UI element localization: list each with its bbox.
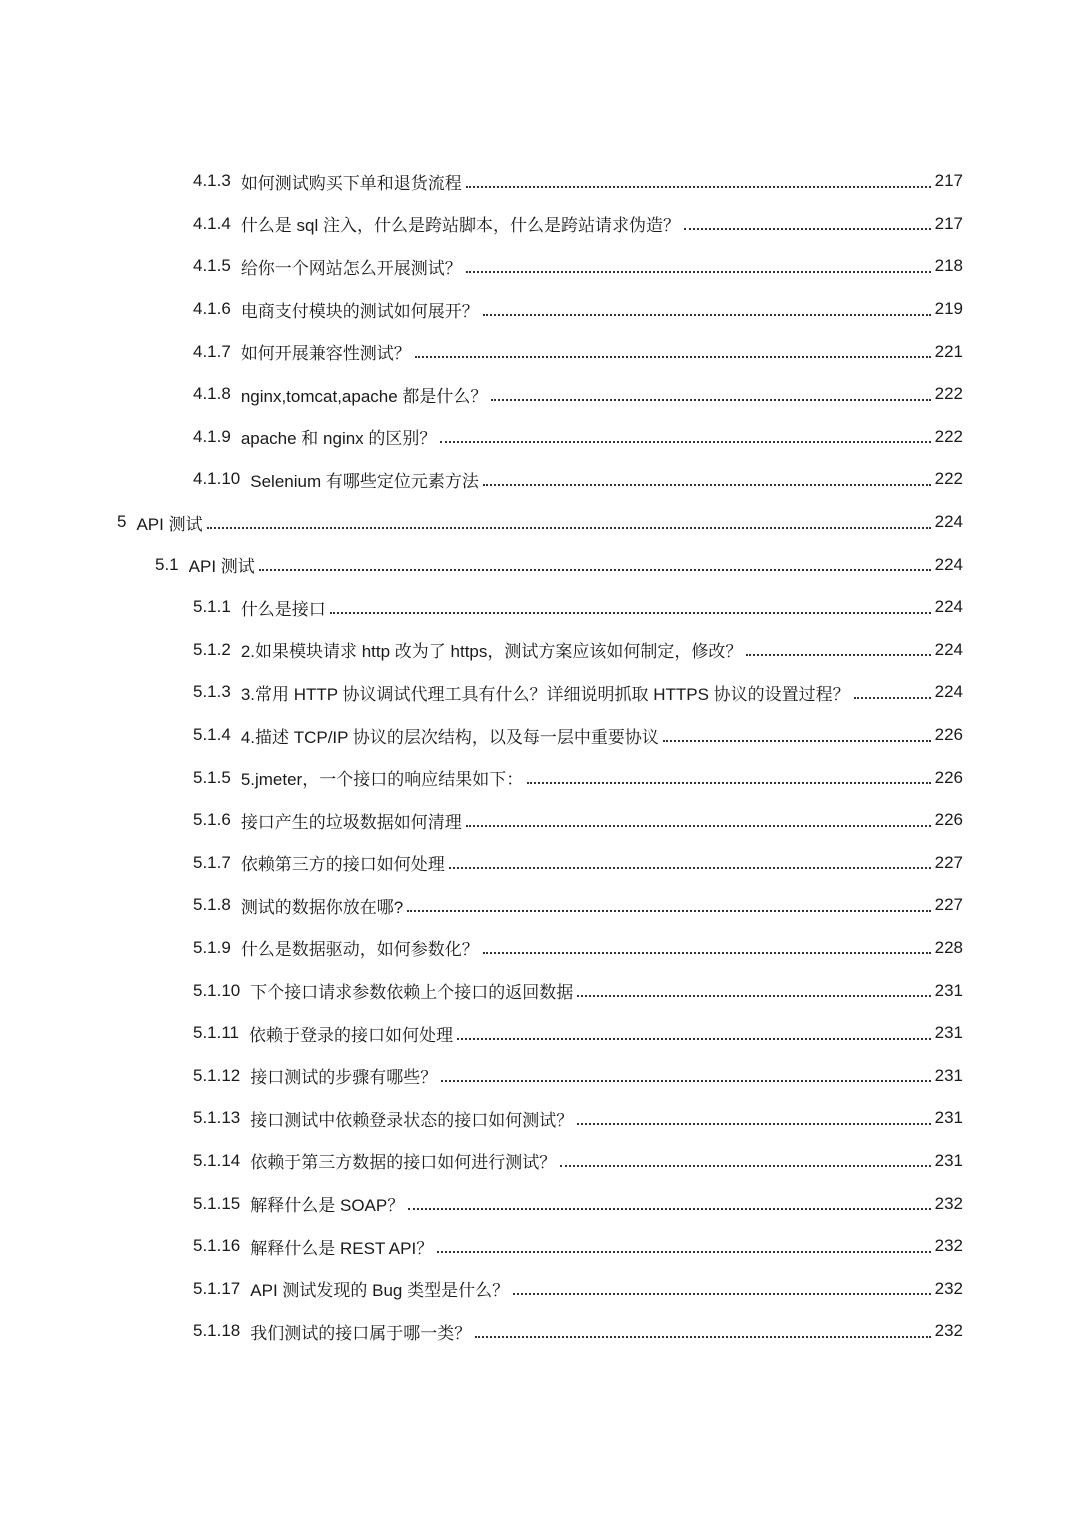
- toc-entry-title: 解释什么是 SOAP？: [250, 1196, 405, 1216]
- toc-entry-page-number: 217: [934, 171, 963, 191]
- toc-entry-page-number: 226: [934, 725, 963, 745]
- toc-entry-title: 2.如果模块请求 http 改为了 https，测试方案应该如何制定，修改？: [240, 642, 743, 662]
- toc-dot-leader: [259, 568, 931, 571]
- toc-entry[interactable]: [0, 1097, 1080, 1140]
- toc-entry-page-number: 232: [934, 1321, 963, 1341]
- toc-entry-number: 5.1: [155, 554, 179, 574]
- toc-dot-leader: [437, 1250, 930, 1253]
- toc-dot-leader: [746, 653, 930, 656]
- toc-entry-number: 5.1.15: [193, 1193, 241, 1213]
- toc-entry[interactable]: [0, 543, 1080, 586]
- toc-entry[interactable]: [0, 1140, 1080, 1183]
- toc-entry-number: 5.1.5: [193, 767, 231, 787]
- toc-entry[interactable]: [0, 927, 1080, 970]
- toc-dot-leader: [415, 355, 931, 358]
- toc-dot-leader: [854, 696, 931, 699]
- toc-entry[interactable]: [0, 458, 1080, 501]
- toc-entry-number: 5.1.13: [193, 1108, 241, 1128]
- toc-entry[interactable]: [0, 714, 1080, 757]
- toc-entry-page-number: 226: [934, 767, 963, 787]
- toc-entry-number: 4.1.7: [193, 341, 231, 361]
- toc-dot-leader: [663, 739, 931, 742]
- toc-entry-page-number: 232: [934, 1236, 963, 1256]
- toc-entry-number: 5.1.3: [193, 682, 231, 702]
- toc-entry[interactable]: [0, 884, 1080, 927]
- toc-entry-title: 接口测试中依赖登录状态的接口如何测试？: [250, 1110, 574, 1130]
- toc-entry-number: 4.1.3: [193, 171, 231, 191]
- toc-entry-page-number: 222: [934, 384, 963, 404]
- toc-entry-title: 依赖第三方的接口如何处理: [240, 855, 445, 875]
- toc-entry-number: 5.1.6: [193, 810, 231, 830]
- toc-dot-leader: [560, 1164, 930, 1167]
- toc-entry-title: 依赖于第三方数据的接口如何进行测试？: [250, 1153, 557, 1173]
- toc-entry-number: 5.1.8: [193, 895, 231, 915]
- toc-entry-number: 5.1.14: [193, 1150, 241, 1170]
- toc-dot-leader: [513, 1292, 931, 1295]
- toc-entry-title: 接口产生的垃圾数据如何清理: [240, 812, 462, 832]
- toc-entry-page-number: 226: [934, 810, 963, 830]
- toc-entry-title: 如何开展兼容性测试？: [240, 344, 411, 364]
- toc-entry-title: 5.jmeter，一个接口的响应结果如下：: [240, 770, 524, 790]
- toc-entry[interactable]: [0, 969, 1080, 1012]
- toc-entry-title: API 测试: [136, 514, 203, 534]
- toc-entry-number: 5.1.9: [193, 937, 231, 957]
- toc-entry[interactable]: [0, 416, 1080, 459]
- toc-entry-number: 5.1.12: [193, 1065, 241, 1085]
- toc-entry[interactable]: [0, 1054, 1080, 1097]
- toc-entry-number: 4.1.9: [193, 426, 231, 446]
- toc-entry-page-number: 231: [934, 1065, 963, 1085]
- toc-entry-title: API 测试: [188, 557, 255, 577]
- toc-entry-page-number: 224: [934, 512, 963, 532]
- toc-entry-number: 5.1.17: [193, 1278, 241, 1298]
- toc-entry-number: 4.1.6: [193, 299, 231, 319]
- toc-dot-leader: [491, 398, 930, 401]
- toc-entry-number: 4.1.4: [193, 213, 231, 233]
- toc-entry-page-number: 224: [934, 597, 963, 617]
- toc-entry-title: 解释什么是 REST API？: [250, 1238, 434, 1258]
- toc-entry[interactable]: [0, 586, 1080, 629]
- toc-entry-page-number: 222: [934, 469, 963, 489]
- toc-dot-leader: [483, 483, 931, 486]
- toc-entry[interactable]: [0, 288, 1080, 331]
- toc-dot-leader: [407, 909, 930, 912]
- toc-entry[interactable]: [0, 671, 1080, 714]
- toc-entry-title: 4.描述 TCP/IP 协议的层次结构，以及每一层中重要协议: [240, 727, 659, 747]
- toc-entry-title: 什么是 sql 注入，什么是跨站脚本，什么是跨站请求伪造？: [240, 216, 680, 236]
- toc-entry-title: 下个接口请求参数依赖上个接口的返回数据: [250, 983, 574, 1003]
- toc-entry[interactable]: [0, 330, 1080, 373]
- toc-entry-number: 4.1.8: [193, 384, 231, 404]
- toc-dot-leader: [330, 611, 931, 614]
- toc-entry-page-number: 232: [934, 1193, 963, 1213]
- toc-entry-page-number: 224: [934, 682, 963, 702]
- toc-entry-page-number: 231: [934, 980, 963, 1000]
- toc-entry-title: 如何测试购买下单和退货流程: [240, 173, 462, 193]
- toc-entry-title: 测试的数据你放在哪?: [240, 897, 404, 917]
- toc-entry-title: 接口测试的步骤有哪些？: [250, 1068, 438, 1088]
- toc-entry[interactable]: [0, 1310, 1080, 1353]
- toc-entry-number: 5.1.11: [193, 1023, 240, 1043]
- toc-dot-leader: [449, 866, 931, 869]
- toc-entry-page-number: 217: [934, 213, 963, 233]
- toc-dot-leader: [408, 1207, 930, 1210]
- toc-dot-leader: [440, 440, 930, 443]
- toc-entry-page-number: 231: [934, 1150, 963, 1170]
- toc-entry[interactable]: [0, 799, 1080, 842]
- toc-entry-page-number: 224: [934, 639, 963, 659]
- toc-entry-title: nginx,tomcat,apache 都是什么？: [240, 386, 488, 406]
- toc-entry-page-number: 227: [934, 895, 963, 915]
- toc-entry-number: 4.1.5: [193, 256, 231, 276]
- toc-entry-number: 5.1.16: [193, 1236, 241, 1256]
- toc-entry-page-number: 228: [934, 937, 963, 957]
- toc-entry[interactable]: [0, 842, 1080, 885]
- toc-entry-title: 电商支付模块的测试如何展开？: [240, 301, 479, 321]
- toc-entry-page-number: 218: [934, 256, 963, 276]
- toc-entry[interactable]: [0, 1267, 1080, 1310]
- toc-dot-leader: [466, 824, 931, 827]
- toc-entry-number: 5.1.10: [193, 980, 241, 1000]
- toc-entry-page-number: 231: [934, 1108, 963, 1128]
- toc-entry[interactable]: [0, 756, 1080, 799]
- toc-entry-number: 5.1.4: [193, 725, 231, 745]
- toc-entry[interactable]: [0, 1182, 1080, 1225]
- toc-entry[interactable]: [0, 501, 1080, 544]
- toc-entry-page-number: 219: [934, 299, 963, 319]
- toc-entry-page-number: 227: [934, 852, 963, 872]
- toc-entry-title: 什么是数据驱动，如何参数化？: [240, 940, 479, 960]
- toc-entry-page-number: 231: [934, 1023, 963, 1043]
- toc-entry-title: 什么是接口: [240, 599, 326, 619]
- toc-entry[interactable]: [0, 373, 1080, 416]
- table-of-contents: [0, 160, 1080, 1353]
- toc-entry-page-number: 222: [934, 426, 963, 446]
- toc-entry-title: 给你一个网站怎么开展测试？: [240, 258, 462, 278]
- toc-entry-number: 5.1.2: [193, 639, 231, 659]
- toc-dot-leader: [207, 526, 931, 529]
- toc-entry-number: 5.1.18: [193, 1321, 241, 1341]
- toc-entry-title: Selenium 有哪些定位元素方法: [250, 471, 479, 491]
- toc-entry-number: 5: [117, 512, 127, 532]
- toc-entry-page-number: 224: [934, 554, 963, 574]
- toc-dot-leader: [577, 994, 930, 997]
- toc-entry[interactable]: [0, 160, 1080, 203]
- toc-entry[interactable]: [0, 629, 1080, 672]
- toc-entry[interactable]: [0, 245, 1080, 288]
- toc-dot-leader: [441, 1079, 930, 1082]
- toc-entry-title: 我们测试的接口属于哪一类？: [250, 1323, 472, 1343]
- toc-entry[interactable]: [0, 1225, 1080, 1268]
- toc-entry-number: 4.1.10: [193, 469, 241, 489]
- toc-entry-page-number: 232: [934, 1278, 963, 1298]
- toc-entry-number: 5.1.1: [193, 597, 231, 617]
- toc-entry-title: 3.常用 HTTP 协议调试代理工具有什么？详细说明抓取 HTTPS 协议的设置过程？: [240, 684, 850, 704]
- toc-entry-title: API 测试发现的 Bug 类型是什么？: [250, 1281, 510, 1301]
- toc-dot-leader: [483, 313, 931, 316]
- toc-dot-leader: [466, 270, 931, 273]
- toc-entry[interactable]: [0, 1012, 1080, 1055]
- toc-entry-page-number: 221: [934, 341, 963, 361]
- toc-dot-leader: [527, 781, 930, 784]
- toc-entry-number: 5.1.7: [193, 852, 231, 872]
- toc-dot-leader: [577, 1122, 930, 1125]
- toc-dot-leader: [457, 1037, 931, 1040]
- toc-entry-title: 依赖于登录的接口如何处理: [249, 1025, 454, 1045]
- toc-dot-leader: [483, 951, 931, 954]
- toc-entry[interactable]: [0, 203, 1080, 246]
- toc-dot-leader: [475, 1335, 930, 1338]
- toc-dot-leader: [466, 185, 931, 188]
- toc-entry-title: apache 和 nginx 的区别？: [240, 429, 437, 449]
- toc-dot-leader: [684, 227, 931, 230]
